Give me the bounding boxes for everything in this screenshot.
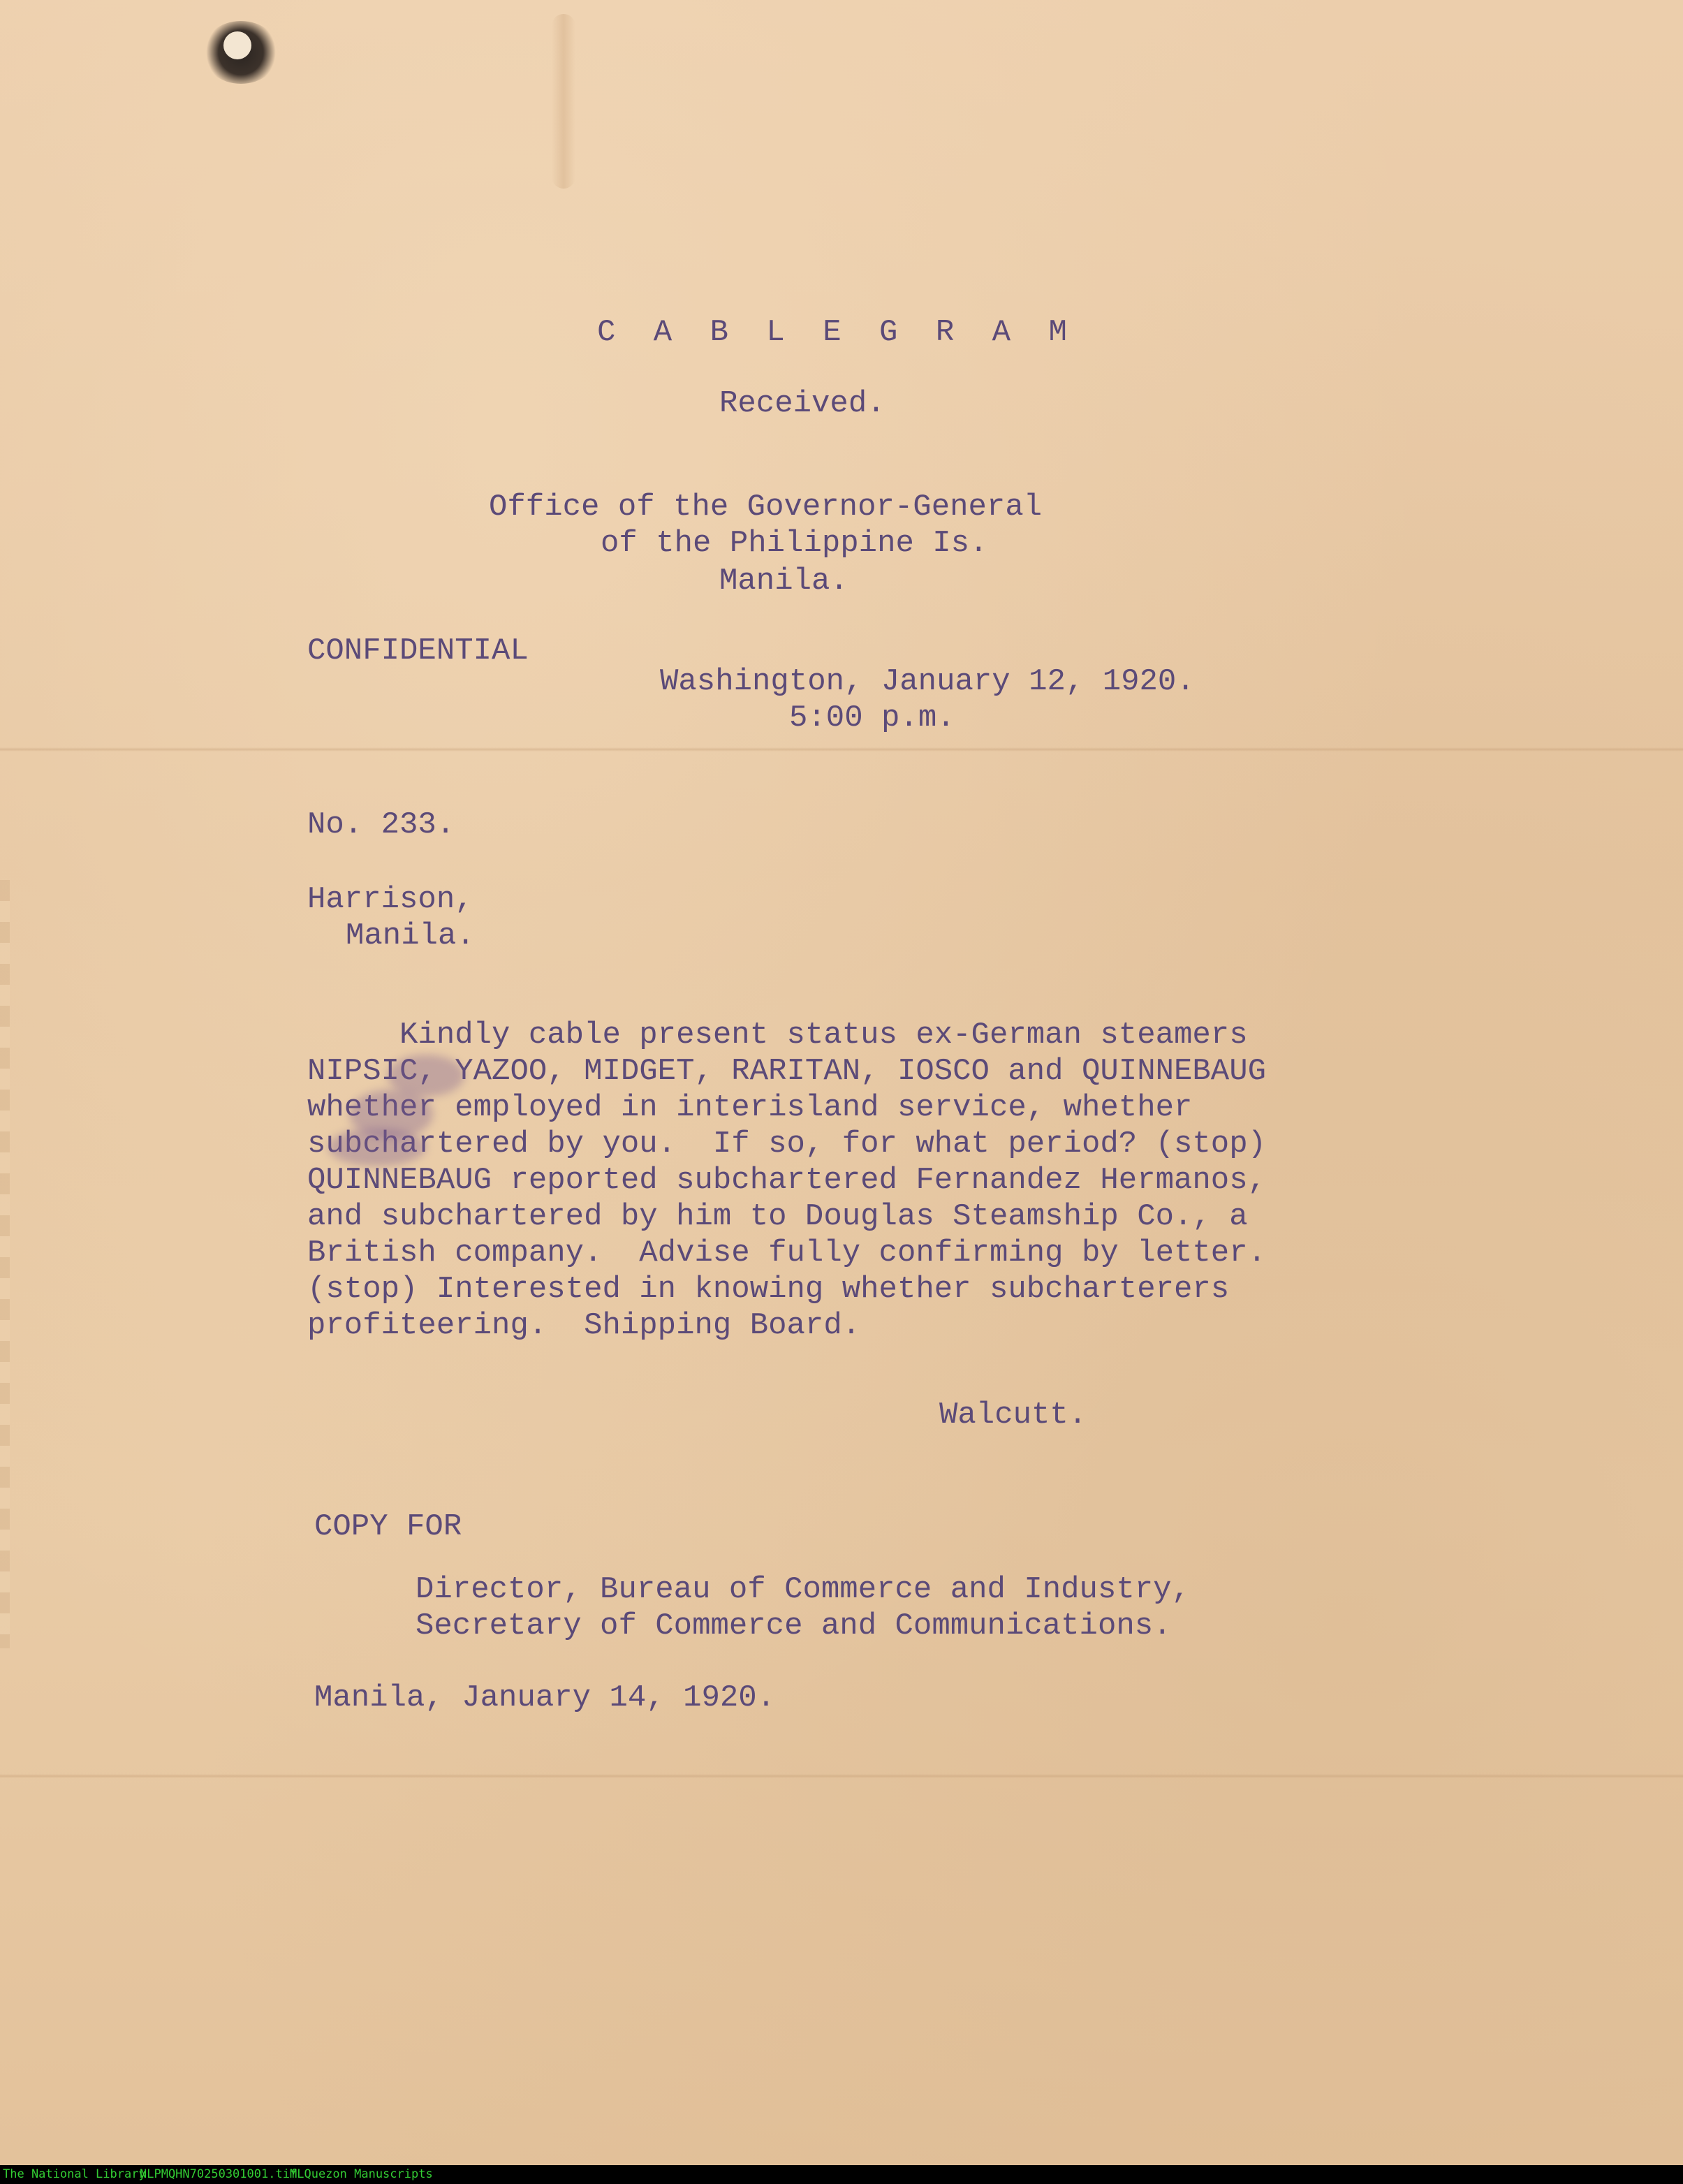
punch-hole-center [223, 31, 251, 59]
office-line-2: of the Philippine Is. [601, 526, 988, 561]
time-stamp: 5:00 p.m. [789, 701, 955, 735]
copy-recipient: Director, Bureau of Commerce and Industry, [416, 1572, 1190, 1607]
paper-fold-line [0, 1774, 1683, 1778]
addressee-name: Harrison, [307, 882, 473, 917]
received-label: Received. [719, 386, 885, 421]
office-line-3: Manila. [719, 564, 848, 599]
paper-fold-line [0, 747, 1683, 752]
paper-clip-mark [552, 14, 575, 189]
message-body: Kindly cable present status ex-German steamers NIPSIC, YAZOO, MIDGET, RARITAN, IOSCO and QUINNEBAUG whether employed in interisland service, whether subchartered by you. If so, for what period? (stop) QUINNEBAUG reported subchartered Fernandez Hermanos, and subchartered by him to Douglas Steamship Co., a British company. Advise fully confirming by letter. (stop) Interested in knowing whether subcharterers profiteering. Shipping Board. [307, 1018, 1267, 1343]
footer-collection: MLQuezon Manuscripts [290, 2167, 433, 2181]
addressee-location: Manila. [346, 918, 475, 953]
ink-smudge [328, 1128, 426, 1166]
footer-library: The National Library [3, 2167, 146, 2181]
torn-left-edge [0, 880, 10, 1648]
signature: Walcutt. [939, 1398, 1087, 1432]
classification-label: CONFIDENTIAL [307, 633, 529, 668]
document-title: C A B L E G R A M [597, 315, 1077, 350]
footer-file-name: NLPMQHN70250301001.tif [140, 2167, 297, 2181]
cable-number: No. 233. [307, 807, 455, 842]
copy-recipient: Secretary of Commerce and Communications. [416, 1608, 1172, 1643]
closing-date: Manila, January 14, 1920. [314, 1680, 776, 1715]
copy-for-label: COPY FOR [314, 1509, 462, 1544]
dateline: Washington, January 12, 1920. [660, 664, 1195, 699]
office-line-1: Office of the Governor-General [489, 490, 1043, 525]
